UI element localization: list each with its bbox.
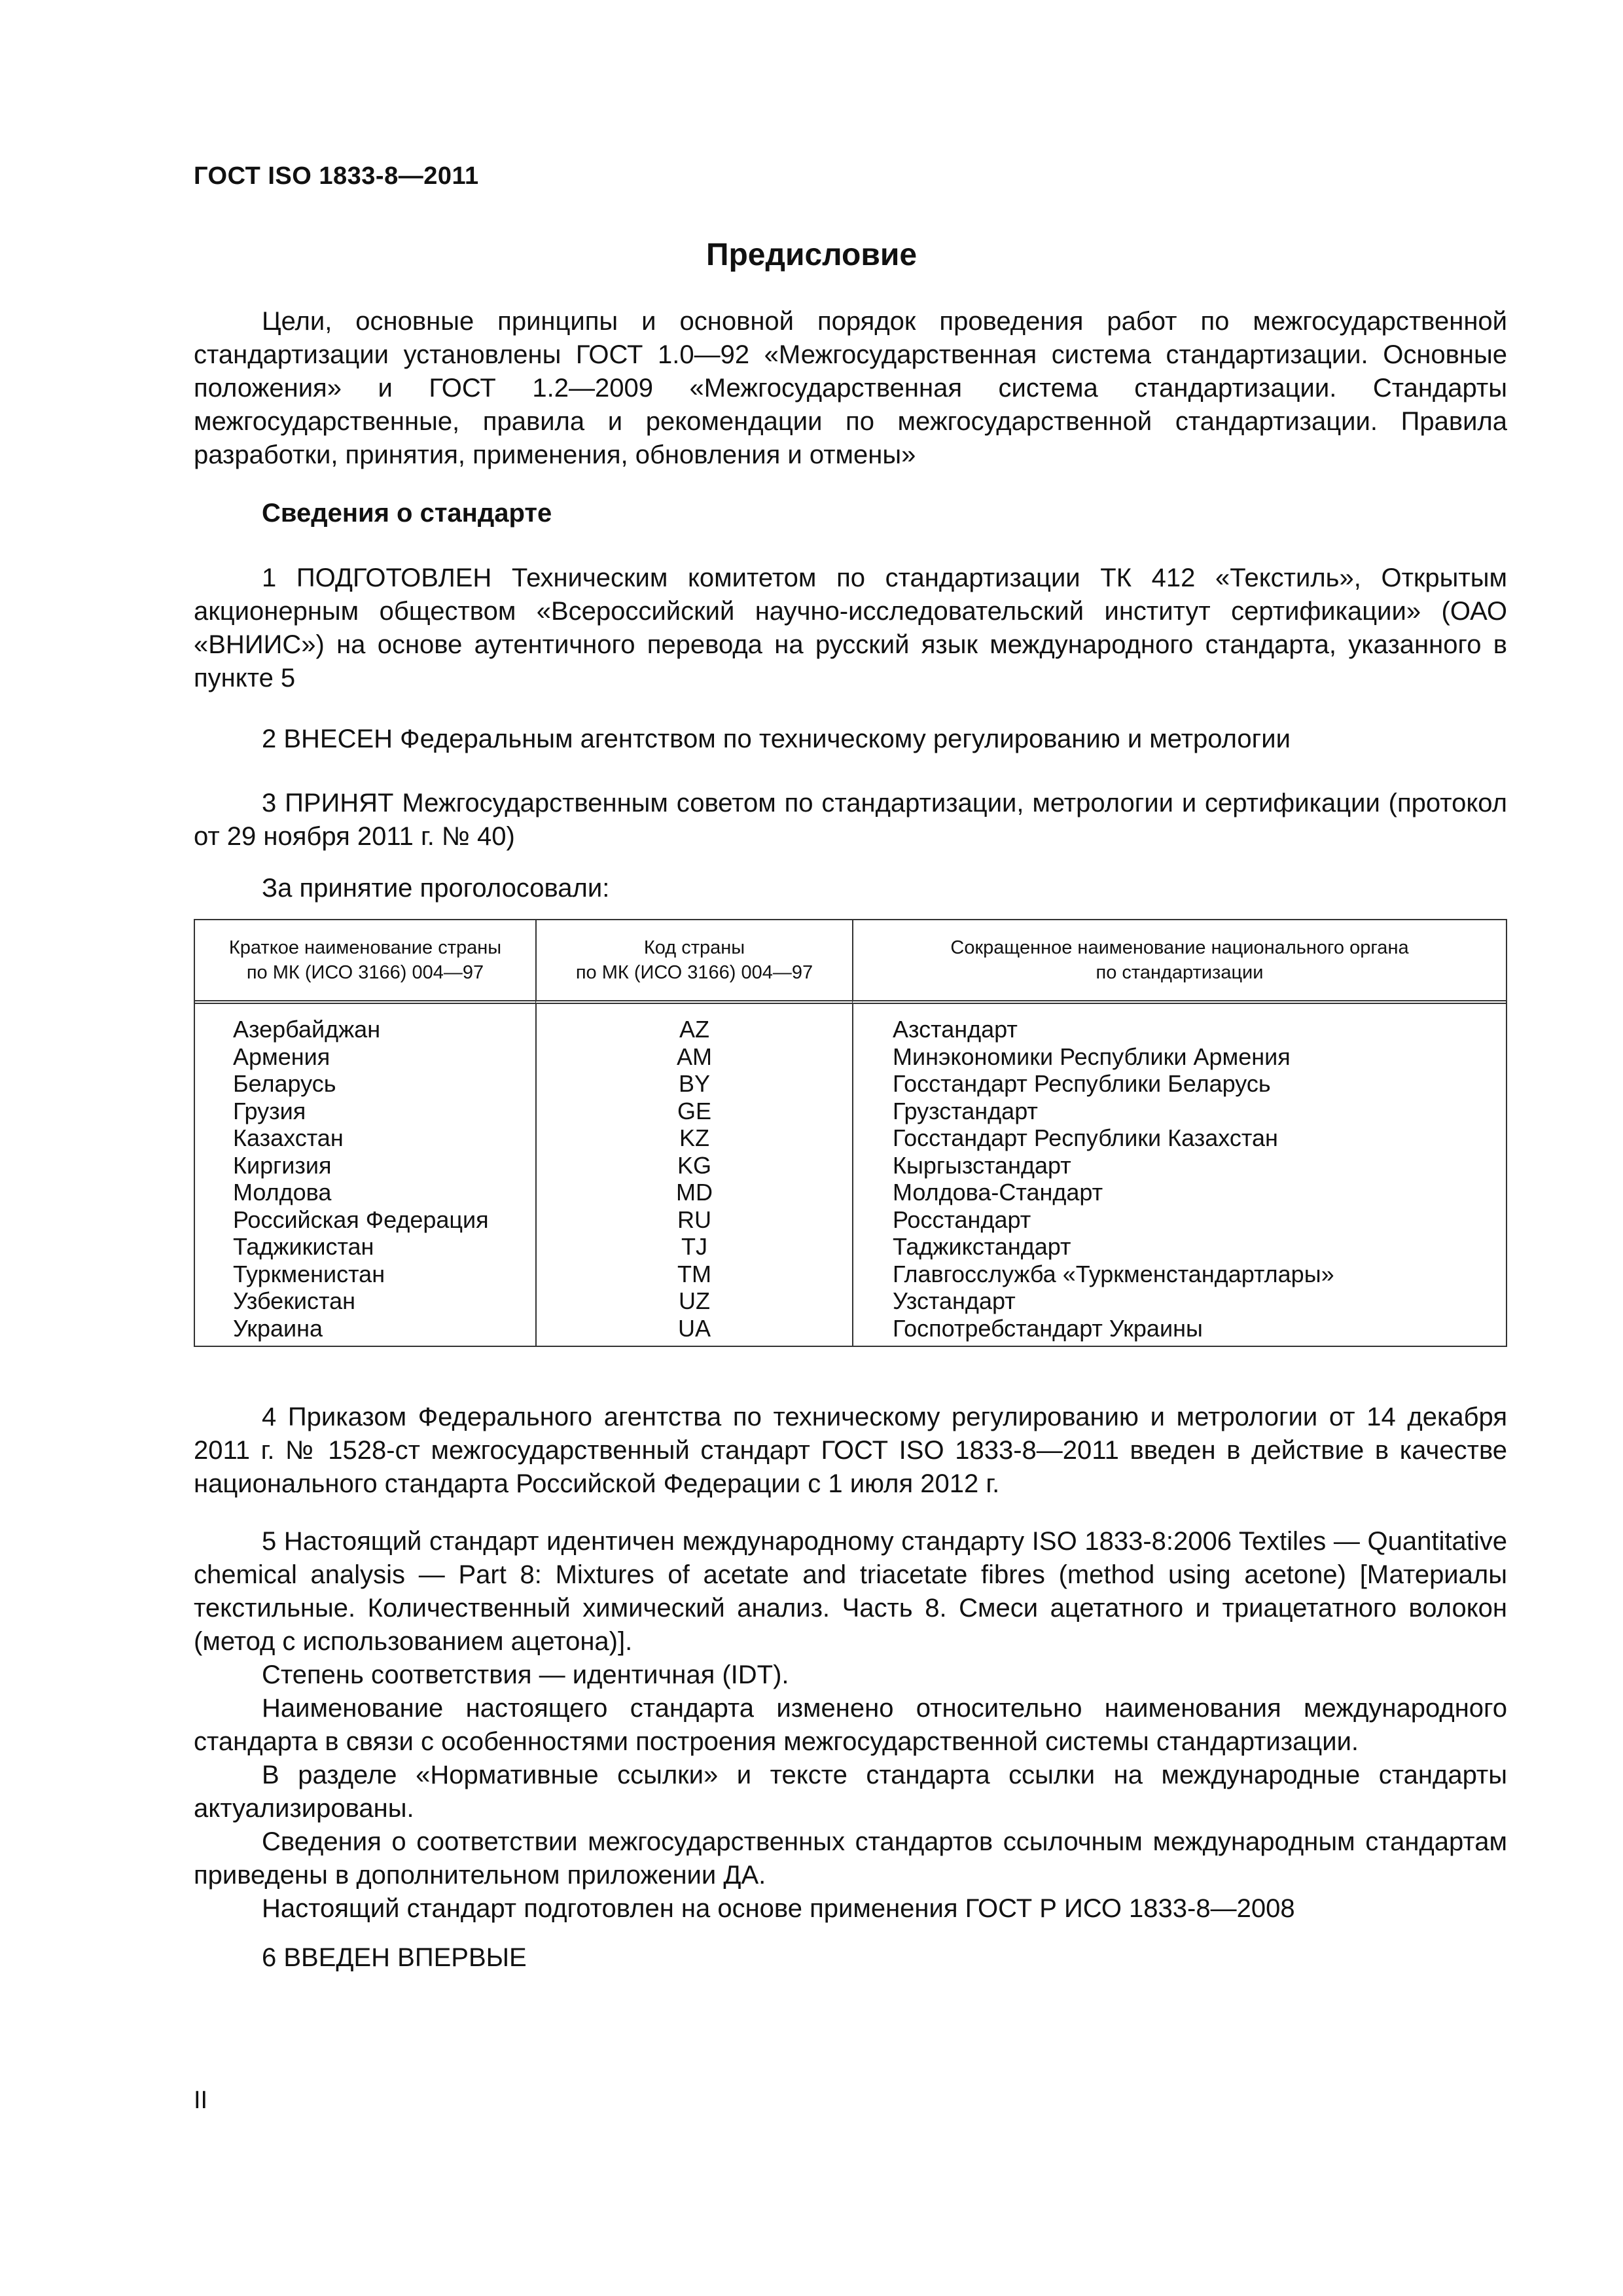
vote-intro-text: За принятие проголосовали:	[262, 874, 610, 903]
country-name-cell: Грузия	[233, 1097, 306, 1124]
national-body-cell: Госстандарт Республики Казахстан	[852, 1124, 1506, 1152]
table-row	[195, 1004, 1506, 1043]
section-heading: Сведения о стандарте	[262, 499, 552, 528]
table-row	[195, 1179, 1506, 1206]
table-row	[195, 1043, 1506, 1071]
item-5-basis-text: Настоящий стандарт подготовлен на основе применения ГОСТ Р ИСО 1833-8—2008	[262, 1894, 1295, 1923]
country-name-cell: Казахстан	[233, 1124, 344, 1151]
item-2-paragraph	[194, 723, 1507, 756]
voting-countries-table	[194, 919, 1507, 1347]
country-code-cell: UA	[535, 1315, 852, 1346]
header-country-code-line1: Код страны	[643, 937, 745, 958]
table-row	[195, 1124, 1506, 1152]
item-5-refs-text: В разделе «Нормативные ссылки» и тексте стандарта ссылки на международные стандарты актуализированы.	[194, 1761, 1507, 1823]
table-row	[195, 1098, 1506, 1125]
country-name-cell: Азербайджан	[233, 1016, 381, 1043]
national-body-cell: Минэкономики Республики Армения	[852, 1043, 1506, 1071]
table-row	[195, 1070, 1506, 1098]
country-name-cell: Туркменистан	[233, 1260, 385, 1287]
country-code-cell: AZ	[535, 1004, 852, 1043]
table-row	[195, 1152, 1506, 1179]
intro-text: Цели, основные принципы и основной порядок проведения работ по межгосударственной стандартизации установлены ГОСТ 1.0—92 «Межгосударственная система стандартизации. Основные положения» и ГОСТ 1.2—2009 «Межгосударственная система стандартизации. Стандарты межгосударственные, правила и рекомендации по межгосударственной стандартизации. Правила разработки, принятия, применения, обновления и отмены»	[194, 307, 1507, 469]
country-code-cell: GE	[535, 1098, 852, 1125]
table-row	[195, 1287, 1506, 1315]
document-code-header: ГОСТ ISO 1833-8—2011	[194, 162, 479, 190]
national-body-cell: Азстандарт	[852, 1004, 1506, 1043]
country-name-cell: Армения	[233, 1043, 330, 1070]
header-country-code-line2: по МК (ИСО 3166) 004—97	[575, 962, 813, 983]
intro-paragraph	[194, 305, 1507, 472]
country-code-cell: RU	[535, 1206, 852, 1234]
national-body-cell: Таджикстандарт	[852, 1233, 1506, 1261]
national-body-cell: Главгосслужба «Туркменстандартлары»	[852, 1261, 1506, 1288]
country-name-cell: Российская Федерация	[233, 1206, 489, 1233]
item-5-text: 5 Настоящий стандарт идентичен международному стандарту ISO 1833-8:2006 Textiles — Quantitative chemical analysis — Part 8: Mixtures of acetate and triacetate fibres (method using acetone) [Материалы текстильные. Количественный химический анализ. Часть 8. Смеси ацетатного и триацетатного волокон (метод с использованием ацетона)].	[194, 1527, 1507, 1656]
country-name-cell: Таджикистан	[233, 1233, 374, 1260]
header-national-body	[852, 920, 1506, 1004]
item-4-text: 4 Приказом Федерального агентства по техническому регулированию и метрологии от 14 декабря 2011 г. № 1528-ст межгосударственный стандарт ГОСТ ISO 1833-8—2011 введен в действие в качестве национального стандарта Российской Федерации с 1 июля 2012 г.	[194, 1403, 1507, 1498]
national-body-cell: Грузстандарт	[852, 1098, 1506, 1125]
header-national-body-line2: по стандартизации	[1096, 962, 1264, 983]
header-country-name	[195, 920, 535, 1004]
country-name-cell: Беларусь	[233, 1070, 336, 1097]
table-row	[195, 1233, 1506, 1261]
national-body-cell: Кыргызстандарт	[852, 1152, 1506, 1179]
country-name-cell: Узбекистан	[233, 1287, 356, 1314]
item-3-paragraph	[194, 787, 1507, 853]
national-body-cell: Госпотребстандарт Украины	[852, 1315, 1506, 1346]
item-5-name-change-text: Наименование настоящего стандарта изменено относительно наименования международного стандарта в связи с особенностями построения межгосударственной системы стандартизации.	[194, 1694, 1507, 1756]
header-country-name-line2: по МК (ИСО 3166) 004—97	[246, 962, 484, 983]
country-code-cell: TJ	[535, 1233, 852, 1261]
table-row	[195, 1315, 1506, 1346]
item-1-text: 1 ПОДГОТОВЛЕН Техническим комитетом по стандартизации ТК 412 «Текстиль», Открытым акционерным обществом «Всероссийский научно-исследовательский институт сертификации» (ОАО «ВНИИС») на основе аутентичного перевода на русский язык международного стандарта, указанного в пункте 5	[194, 564, 1507, 692]
item-6-paragraph	[194, 1941, 1507, 1975]
country-name-cell: Украина	[233, 1314, 323, 1342]
national-body-cell: Молдова-Стандарт	[852, 1179, 1506, 1206]
page-number: II	[194, 2087, 208, 2114]
national-body-cell: Узстандарт	[852, 1287, 1506, 1315]
table-row	[195, 1206, 1506, 1234]
item-3-text: 3 ПРИНЯТ Межгосударственным советом по стандартизации, метрологии и сертификации (протокол от 29 ноября 2011 г. № 40)	[194, 789, 1507, 851]
country-code-cell: KG	[535, 1152, 852, 1179]
country-name-cell: Молдова	[233, 1179, 332, 1206]
country-code-cell: KZ	[535, 1124, 852, 1152]
country-code-cell: UZ	[535, 1287, 852, 1315]
table-row	[195, 1261, 1506, 1288]
page-title: Предисловие	[705, 238, 918, 272]
item-2-text: 2 ВНЕСЕН Федеральным агентством по техническому регулированию и метрологии	[262, 725, 1291, 753]
header-country-code	[535, 920, 852, 1004]
country-code-cell: TM	[535, 1261, 852, 1288]
header-country-name-line1: Краткое наименование страны	[228, 937, 502, 958]
country-code-cell: AM	[535, 1043, 852, 1071]
item-5-degree-text: Степень соответствия — идентичная (IDT).	[262, 1660, 789, 1689]
item-5-block	[194, 1525, 1507, 1926]
country-code-cell: BY	[535, 1070, 852, 1098]
item-5-annex-text: Сведения о соответствии межгосударственных стандартов ссылочным международным стандартам приведены в дополнительном приложении ДА.	[194, 1827, 1507, 1890]
item-4-paragraph	[194, 1401, 1507, 1501]
vote-intro-paragraph	[194, 872, 1507, 905]
country-code-cell: MD	[535, 1179, 852, 1206]
country-name-cell: Киргизия	[233, 1151, 332, 1179]
national-body-cell: Росстандарт	[852, 1206, 1506, 1234]
table-header-row	[195, 920, 1506, 1004]
item-6-text: 6 ВВЕДЕН ВПЕРВЫЕ	[262, 1943, 527, 1972]
item-1-paragraph	[194, 562, 1507, 695]
national-body-cell: Госстандарт Республики Беларусь	[852, 1070, 1506, 1098]
header-national-body-line1: Сокращенное наименование национального органа	[950, 937, 1409, 958]
